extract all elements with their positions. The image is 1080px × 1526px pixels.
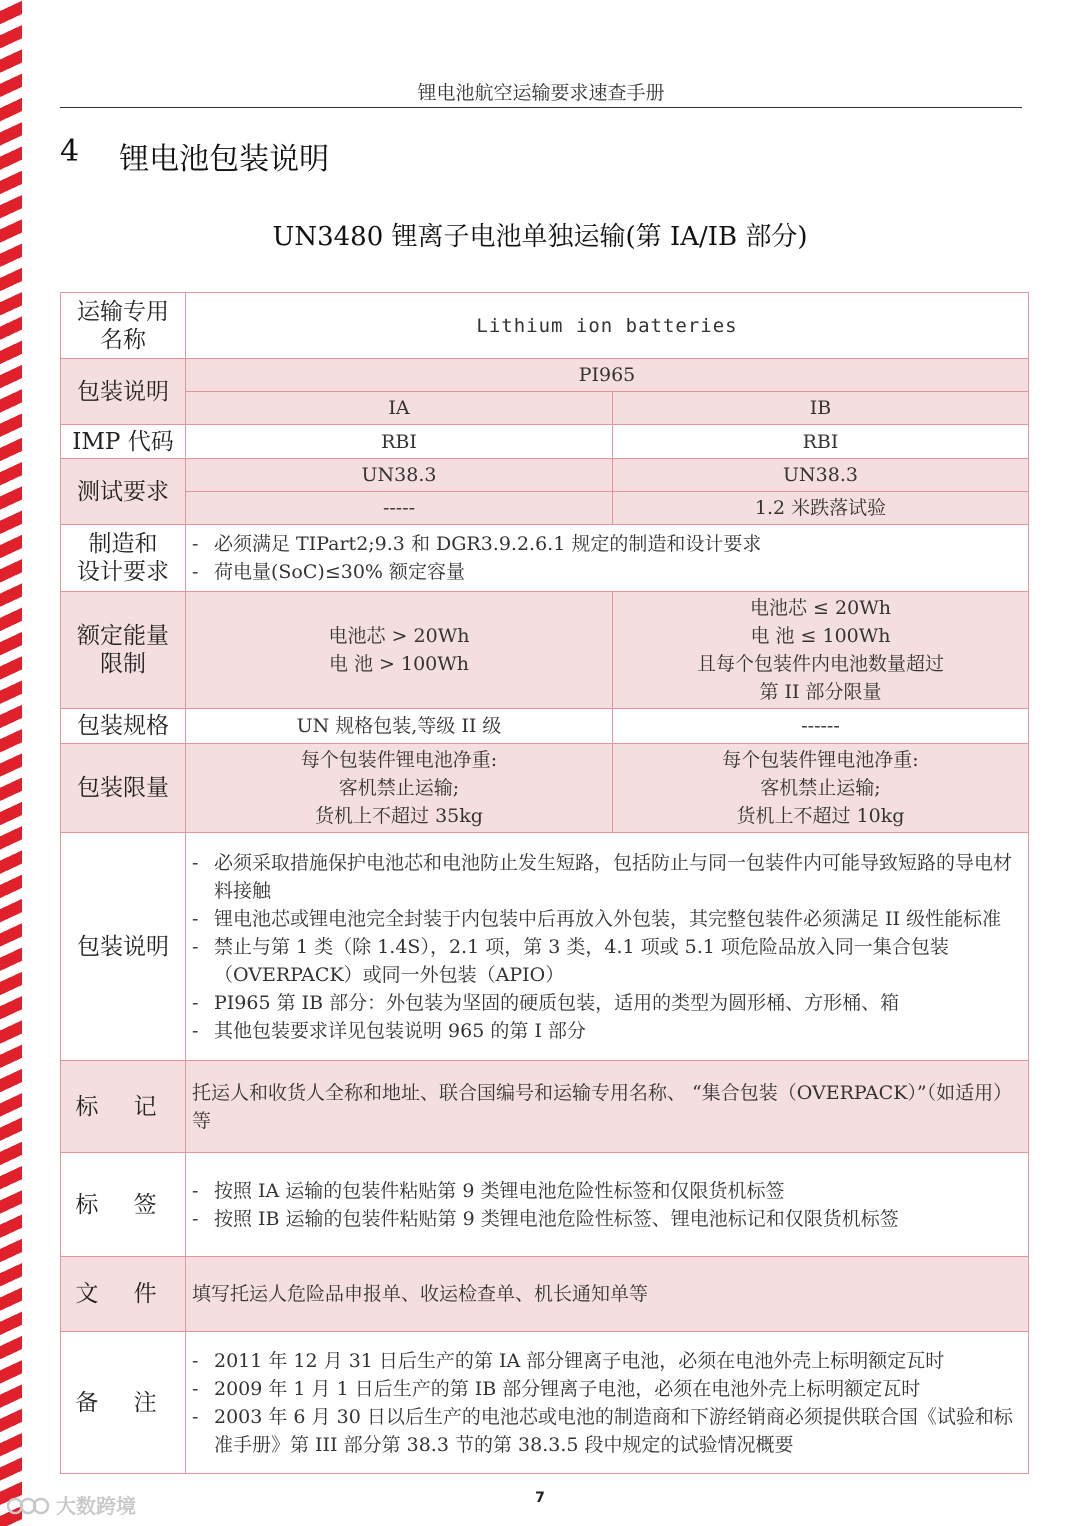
list-item: - 按照 IB 运输的包装件粘贴第 9 类锂电池危险性标签、锂电池标记和仅限货机标签 (192, 1205, 1022, 1233)
running-header: 锂电池航空运输要求速查手册 (60, 78, 1022, 108)
energy-label-line-1: 额定能量 (77, 623, 169, 649)
energy-label (61, 592, 186, 709)
list-item: - 2003 年 6 月 30 日以后生产的电池芯或电池的制造商和下游经销商必须提供联合国《试验和标准手册》第 III 部分第 38.3 节的第 38.3.5 段中规定的试验情况概要 (192, 1403, 1022, 1459)
row-pack-notes (61, 833, 1029, 1061)
chapter-title: 锂电池包装说明 (119, 142, 330, 177)
limit-ib (613, 744, 1029, 833)
watermark (6, 1490, 136, 1519)
labels-list (186, 1153, 1029, 1257)
list-item: - 按照 IA 运输的包装件粘贴第 9 类锂电池危险性标签和仅限货机标签 (192, 1177, 1022, 1205)
list-item: - 必须满足 TIPart2;9.3 和 DGR3.9.2.6.1 规定的制造和设计要求 (192, 530, 1022, 558)
row-packing-instruction (61, 359, 1029, 392)
test-ib-1: UN38.3 (613, 459, 1029, 492)
list-item: - 2011 年 12 月 31 日后生产的第 IA 部分锂离子电池，必须在电池外壳上标明额定瓦时 (192, 1347, 1022, 1375)
chapter-number: 4 (60, 134, 80, 169)
marking-text: 托运人和收货人全称和地址、联合国编号和运输专用名称、 “集合包装（OVERPACK）”（如适用）等 (186, 1061, 1029, 1153)
marking-label: 标 记 (61, 1061, 186, 1153)
column-ib-header: IB (613, 392, 1029, 425)
energy-ib-line-4: 第 II 部分限量 (759, 681, 882, 703)
imp-code-label: IMP 代码 (61, 425, 186, 459)
limit-ib-line-1: 每个包装件锂电池净重: (722, 749, 919, 771)
watermark-logo-icon (6, 1494, 50, 1516)
row-marking (61, 1061, 1029, 1153)
limit-ib-line-3: 货机上不超过 10kg (736, 805, 905, 827)
energy-ib-line-2: 电 池 ≤ 100Wh (750, 625, 891, 647)
energy-ia-line-1: 电池芯 > 20Wh (328, 625, 470, 647)
list-item: - PI965 第 IB 部分：外包装为坚固的硬质包装，适用的类型为圆形桶、方形桶、箱 (192, 989, 1022, 1017)
energy-ib-line-1: 电池芯 ≤ 20Wh (750, 597, 891, 619)
remarks-list (186, 1332, 1029, 1474)
row-documents (61, 1257, 1029, 1332)
row-remarks (61, 1332, 1029, 1474)
row-labels (61, 1153, 1029, 1257)
test-ia-2: ----- (186, 492, 613, 525)
list-item: - 锂电池芯或锂电池完全封装于内包装中后再放入外包装，其完整包装件必须满足 II 级性能标准 (192, 905, 1022, 933)
list-item: - 2009 年 1 月 1 日后生产的第 IB 部分锂离子电池，必须在电池外壳上标明额定瓦时 (192, 1375, 1022, 1403)
pack-notes-label: 包装说明 (61, 833, 186, 1061)
test-ib-2: 1.2 米跌落试验 (613, 492, 1029, 525)
chapter-heading (60, 134, 329, 178)
section-subtitle: UN3480 锂离子电池单独运输(第 IA/IB 部分) (272, 222, 808, 252)
energy-ia-line-2: 电 池 > 100Wh (328, 653, 470, 675)
decorative-side-stripe (0, 0, 22, 1526)
row-test-2 (61, 492, 1029, 525)
spec-ib: ------ (613, 709, 1029, 744)
shipping-name-value: Lithium ion batteries (186, 293, 1029, 359)
limit-ia (186, 744, 613, 833)
spec-ia: UN 规格包装,等级 II 级 (186, 709, 613, 744)
shipping-name-label: 运输专用名称 (61, 293, 186, 359)
list-item: - 荷电量(SoC)≤30% 额定容量 (192, 558, 1022, 586)
row-spec (61, 709, 1029, 744)
energy-ib (613, 592, 1029, 709)
packing-table (60, 292, 1029, 1474)
documents-label: 文 件 (61, 1257, 186, 1332)
manufacture-label-line-1: 制造和 (88, 531, 158, 557)
energy-ia (186, 592, 613, 709)
pack-notes-list (186, 833, 1029, 1061)
packing-instruction-value: PI965 (186, 359, 1029, 392)
column-ia-header: IA (186, 392, 613, 425)
watermark-text: 大数跨境 (56, 1494, 136, 1518)
limit-ia-line-1: 每个包装件锂电池净重: (300, 749, 498, 771)
limit-ib-line-2: 客机禁止运输; (760, 777, 881, 799)
imp-code-ib: RBI (613, 425, 1029, 459)
manufacture-requirements (186, 525, 1029, 592)
list-item: - 其他包装要求详见包装说明 965 的第 I 部分 (192, 1017, 1022, 1045)
row-packing-columns (61, 392, 1029, 425)
list-item: - 必须采取措施保护电池芯和电池防止发生短路，包括防止与同一包装件内可能导致短路的导电材料接触 (192, 849, 1022, 905)
page-number: 7 (535, 1490, 545, 1506)
list-item: - 禁止与第 1 类（除 1.4S），2.1 项，第 3 类，4.1 项或 5.1 项危险品放入同一集合包装（OVERPACK）或同一外包装（APIO） (192, 933, 1022, 989)
remarks-label: 备 注 (61, 1332, 186, 1474)
row-imp-code (61, 425, 1029, 459)
row-shipping-name (61, 293, 1029, 359)
row-limit (61, 744, 1029, 833)
row-test-1 (61, 459, 1029, 492)
labels-label: 标 签 (61, 1153, 186, 1257)
manufacture-label-line-2: 设计要求 (77, 559, 169, 585)
energy-ib-line-3: 且每个包装件内电池数量超过 (696, 653, 944, 675)
limit-label: 包装限量 (61, 744, 186, 833)
imp-code-ia: RBI (186, 425, 613, 459)
limit-ia-line-2: 客机禁止运输; (338, 777, 460, 799)
spec-label: 包装规格 (61, 709, 186, 744)
documents-text: 填写托运人危险品申报单、收运检查单、机长通知单等 (186, 1257, 1029, 1332)
energy-label-line-2: 限制 (100, 651, 146, 677)
manufacture-label (61, 525, 186, 592)
test-ia-1: UN38.3 (186, 459, 613, 492)
row-energy (61, 592, 1029, 709)
row-manufacture (61, 525, 1029, 592)
limit-ia-line-3: 货机上不超过 35kg (315, 805, 483, 827)
test-label: 测试要求 (61, 459, 186, 525)
packing-instruction-label: 包装说明 (61, 359, 186, 425)
